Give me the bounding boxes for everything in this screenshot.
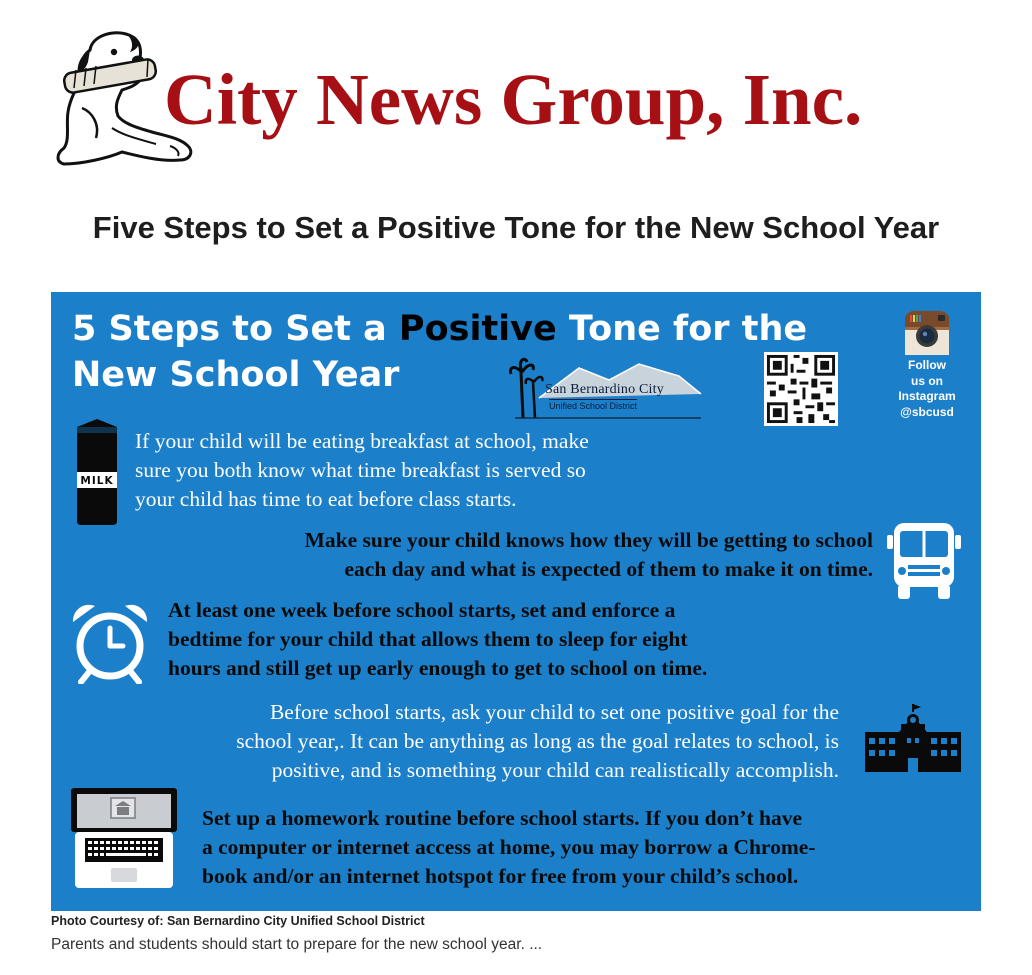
laptop-icon: [69, 786, 179, 890]
district-logo: [509, 354, 709, 424]
district-name: San Bernardino City: [545, 382, 664, 397]
infographic-image[interactable]: [51, 292, 981, 911]
qr-code-icon[interactable]: [764, 352, 838, 426]
milk-carton-icon: [71, 417, 123, 527]
brand-name[interactable]: City News Group, Inc.: [164, 59, 863, 140]
instagram-follow-text: Follow us on Instagram @sbcusd: [898, 358, 956, 419]
milk-label: MILK: [80, 475, 114, 487]
school-building-icon: [863, 702, 963, 774]
step-5-text: Set up a homework routine before school starts. If you don’t have a computer or internet access at home, you may borrow a Chrome- book and/or an internet hotspot for free from your child’s school.: [202, 806, 816, 888]
title-highlight: Positive: [398, 309, 557, 349]
article-excerpt[interactable]: Parents and students should start to prepare for the new school year. ...: [51, 936, 543, 953]
masthead: [52, 28, 982, 178]
step-4-text: Before school starts, ask your child to set one positive goal for the school year,. It can be anything as long as the goal relates to school, is positive, and is something your child can realistically accomplish.: [236, 700, 839, 782]
district-subtitle: Unified School District: [549, 401, 638, 411]
step-3-text: At least one week before school starts, set and enforce a bedtime for your child that allows them to sleep for eight hours and still get up early enough to get to school on time.: [168, 598, 708, 680]
step-2-text: Make sure your child knows how they will be getting to school each day and what is expected of them to make it on time.: [304, 528, 873, 581]
article-headline[interactable]: Five Steps to Set a Positive Tone for the New School Year: [92, 210, 940, 245]
infographic-title: [72, 306, 872, 398]
instagram-icon[interactable]: [904, 310, 950, 356]
alarm-clock-icon: [69, 602, 151, 684]
photo-credit: Photo Courtesy of: San Bernardino City Unified School District: [51, 914, 425, 928]
step-1-text: If your child will be eating breakfast at school, make sure you both know what time breakfast is served so your child has time to eat before class starts.: [135, 429, 589, 511]
title-part2: Tone for the New School Year: [72, 309, 808, 395]
title-part1: 5 Steps to Set a: [72, 309, 399, 349]
school-bus-icon: [886, 519, 962, 601]
